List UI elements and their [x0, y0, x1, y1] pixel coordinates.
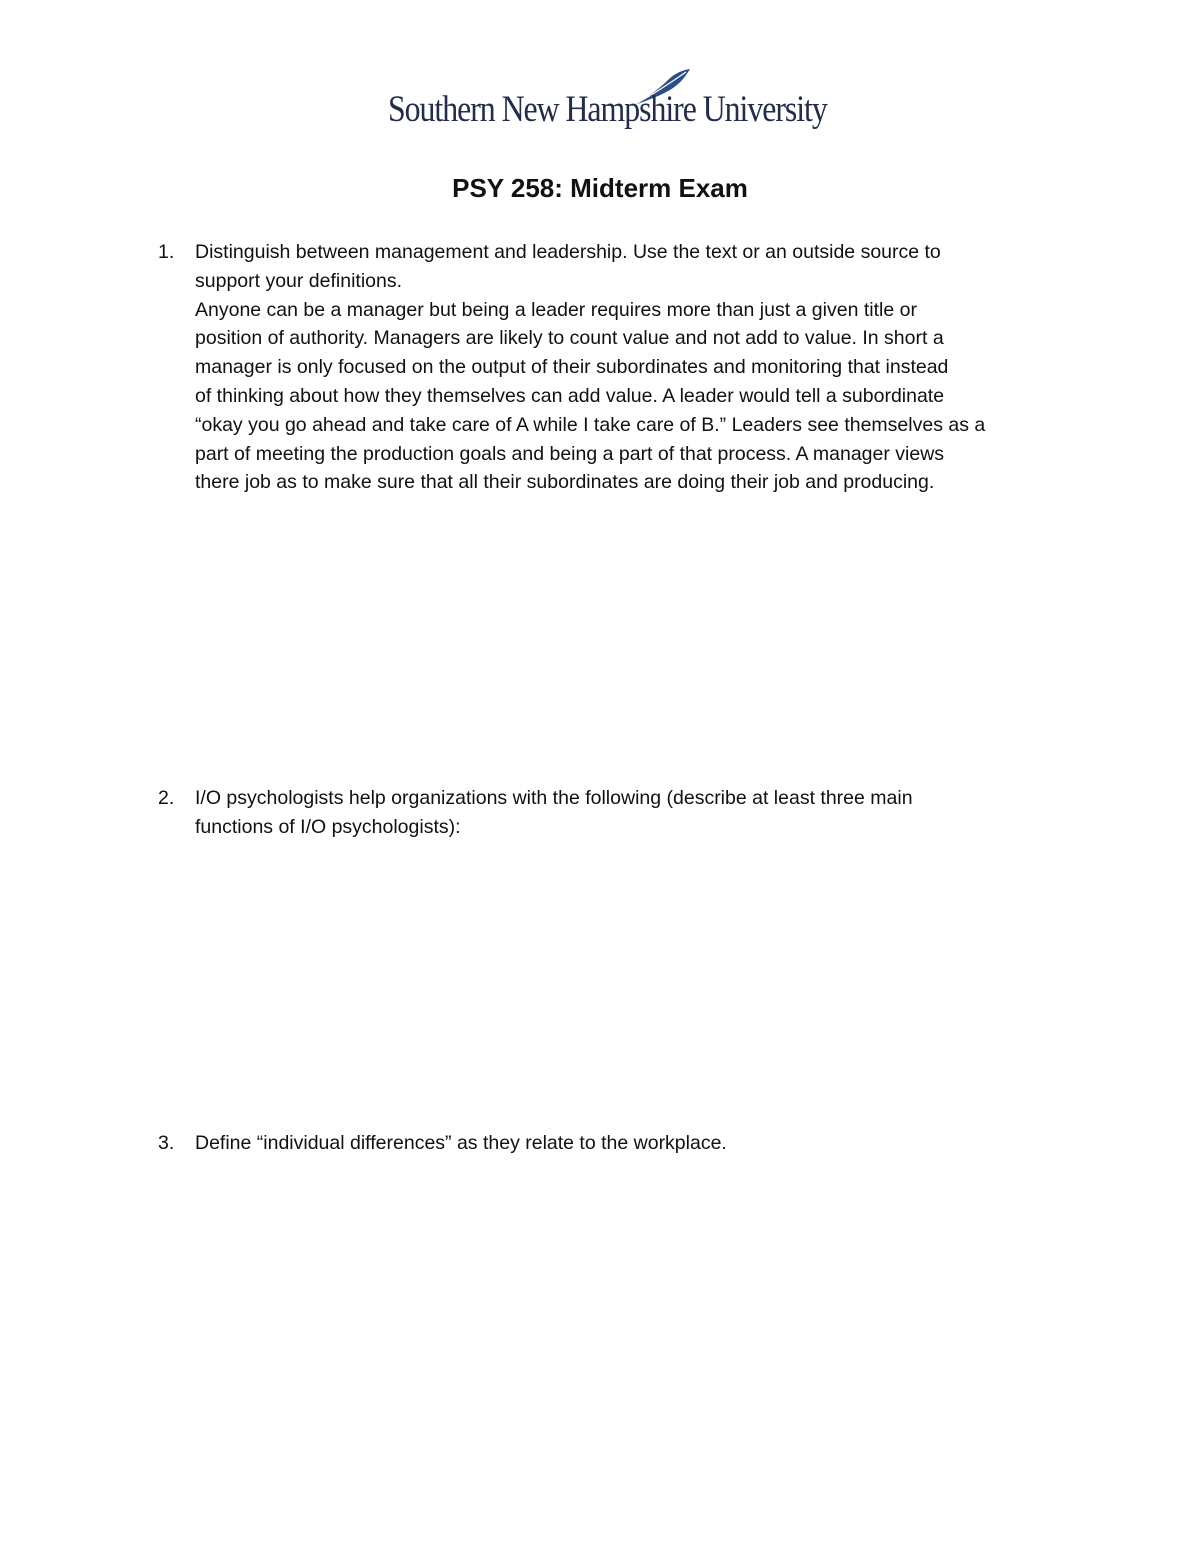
- answer-text: Anyone can be a manager but being a leader requires more than just a given title or position of authority. Managers are likely to count value and not add to value. In short a manager is only focused on the output of their subordinates and monitoring that instead of thinking about how they themselves can add value. A leader would tell a subordinate “okay you go ahead and take care of A while I take care of B.” Leaders see themselves as a part of meeting the production goals and being a part of that process. A manager views there job as to make sure that all their subordinates are doing their job and producing.: [195, 298, 986, 494]
- question-prompt: Distinguish between management and leadership. Use the text or an outside source to support your definitions.: [195, 241, 941, 292]
- question-body: [195, 238, 1068, 497]
- question-item: [158, 1129, 1068, 1158]
- question-prompt: I/O psychologists help organizations with the following (describe at least three main functions of I/O psychologists):: [195, 787, 913, 838]
- question-number: 2.: [158, 787, 175, 809]
- question-body: [195, 1129, 1068, 1158]
- question-number: 1.: [158, 241, 175, 263]
- question-number: 3.: [158, 1132, 175, 1154]
- page-title: PSY 258: Midterm Exam: [452, 173, 748, 203]
- question-item: [158, 238, 1068, 497]
- university-logo: [380, 66, 827, 138]
- question-prompt: Define “individual differences” as they relate to the workplace.: [195, 1132, 727, 1154]
- logo-wordmark: Southern New Hampshire University: [388, 89, 827, 130]
- question-item: [158, 784, 1068, 842]
- question-body: [195, 784, 1068, 842]
